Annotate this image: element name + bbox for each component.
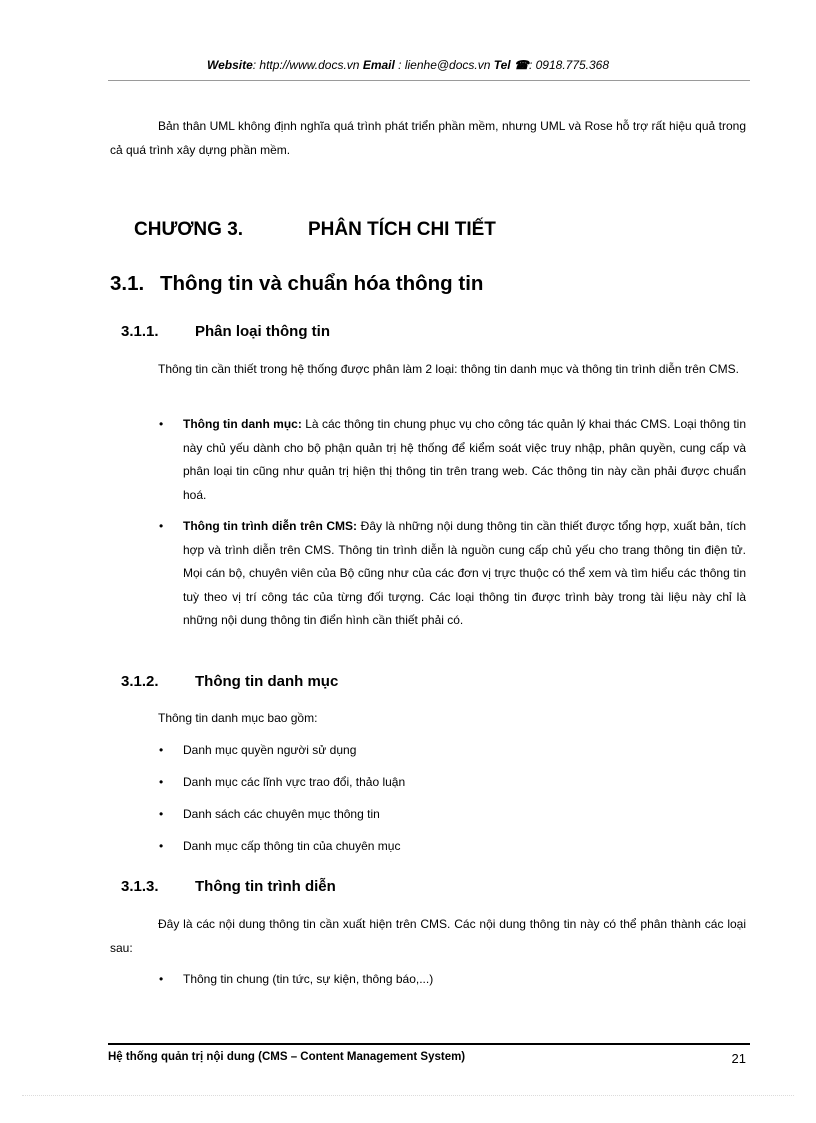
bullet-dot: • xyxy=(159,807,164,821)
intro-paragraph: Bản thân UML không định nghĩa quá trình phát triển phần mềm, nhưng UML và Rose hỗ trợ rất hiệu quả trong cả quá trình xây dựng phần mềm. xyxy=(110,119,746,157)
tel-value: : 0918.775.368 xyxy=(528,58,610,72)
section-3-1-1-heading xyxy=(121,323,330,340)
tel-label: Tel xyxy=(493,58,511,72)
phone-icon: ☎ xyxy=(514,58,529,72)
page-header xyxy=(0,58,816,72)
bullet-dot: • xyxy=(159,775,164,789)
bullet-text: Đây là những nội dung thông tin cần thiết được tổng hợp, xuất bản, tích hợp và trình diễn trên CMS. Thông tin trình diễn là nguồn cung cấp chủ yếu cho trang thông tin điện tử. Mọi cán bộ, chuyên viên của Bộ cũng như của các đơn vị trực thuộc có thể xem và tìm hiểu các thông tin tuỳ theo vị trí công tác của từng đối tượng. Các loại thông tin được trình bày trong tài liệu này chỉ là những nội dung thông tin điển hình cần thiết phải có. xyxy=(183,519,746,627)
section-3-1-2-paragraph: Thông tin danh mục bao gồm: xyxy=(158,711,318,725)
header-divider xyxy=(108,80,750,81)
website-label: Website xyxy=(206,58,253,72)
chapter-heading xyxy=(134,219,496,241)
bullet-dot: • xyxy=(159,743,164,757)
bullet-bold-term: Thông tin trình diễn trên CMS: xyxy=(183,519,358,533)
section-3-1-3-heading xyxy=(121,878,336,895)
bullet-dot: • xyxy=(159,519,164,533)
list-item xyxy=(159,739,746,763)
footer-title: Hệ thống quản trị nội dung (CMS – Content Management System) xyxy=(108,1051,466,1063)
bullet-dot: • xyxy=(159,417,164,431)
list-item xyxy=(159,771,746,795)
section-3-1-title: Thông tin và chuẩn hóa thông tin xyxy=(160,272,484,295)
footer-divider xyxy=(108,1043,750,1045)
list-item-text: Danh mục cấp thông tin của chuyên mục xyxy=(183,839,401,853)
list-item-text: Danh mục các lĩnh vực trao đổi, thảo luận xyxy=(183,775,406,789)
section-3-1-3-title: Thông tin trình diễn xyxy=(195,878,336,895)
list-item-text: Danh mục quyền người sử dụng xyxy=(183,743,357,757)
chapter-title: PHÂN TÍCH CHI TIẾT xyxy=(308,219,496,240)
section-3-1-2-number: 3.1.2. xyxy=(121,673,159,690)
section-3-1-number: 3.1. xyxy=(110,272,145,295)
email-value: : lienhe@docs.vn xyxy=(398,58,491,72)
bullet-bold-term: Thông tin danh mục: xyxy=(183,417,302,431)
website-value: : http://www.docs.vn xyxy=(252,58,360,72)
section-3-1-2-heading xyxy=(121,673,339,690)
list-item-text: Thông tin chung (tin tức, sự kiện, thông báo,...) xyxy=(183,972,434,986)
section-3-1-1-number: 3.1.1. xyxy=(121,323,159,340)
page-bottom-dotted-line xyxy=(22,1095,794,1096)
list-item xyxy=(159,968,746,992)
page-number: 21 xyxy=(731,1051,746,1066)
list-item xyxy=(159,835,746,859)
chapter-number: CHƯƠNG 3. xyxy=(134,219,244,240)
section-3-1-heading xyxy=(110,272,483,296)
section-3-1-2-title: Thông tin danh mục xyxy=(195,673,339,690)
bullet-dot: • xyxy=(159,839,164,853)
bullet-dot: • xyxy=(159,972,164,986)
bullet-text: Là các thông tin chung phục vụ cho công tác quản lý khai thác CMS. Loại thông tin này chủ yếu dành cho bộ phận quản trị hệ thống để kiểm soát việc truy nhập, phân quyền, cung cấp và phân loại tin cũng như quản trị hiện thị thông tin trên trang web. Các thông tin này cần phải được chuẩn hoá. xyxy=(183,417,747,502)
section-3-1-1-title: Phân loại thông tin xyxy=(195,323,330,340)
list-item-text: Danh sách các chuyên mục thông tin xyxy=(183,807,380,821)
bullet-thong-tin-danh-muc xyxy=(159,413,747,507)
section-3-1-3-number: 3.1.3. xyxy=(121,878,159,895)
section-3-1-3-paragraph: Đây là các nội dung thông tin cần xuất hiện trên CMS. Các nội dung thông tin này có thể phân thành các loại sau: xyxy=(110,917,746,955)
section-3-1-1-paragraph: Thông tin cần thiết trong hệ thống được phân làm 2 loại: thông tin danh mục và thông tin trình diễn trên CMS. xyxy=(158,362,739,376)
list-item xyxy=(159,803,746,827)
bullet-thong-tin-trinh-dien xyxy=(159,515,746,633)
email-label: Email xyxy=(362,58,395,72)
